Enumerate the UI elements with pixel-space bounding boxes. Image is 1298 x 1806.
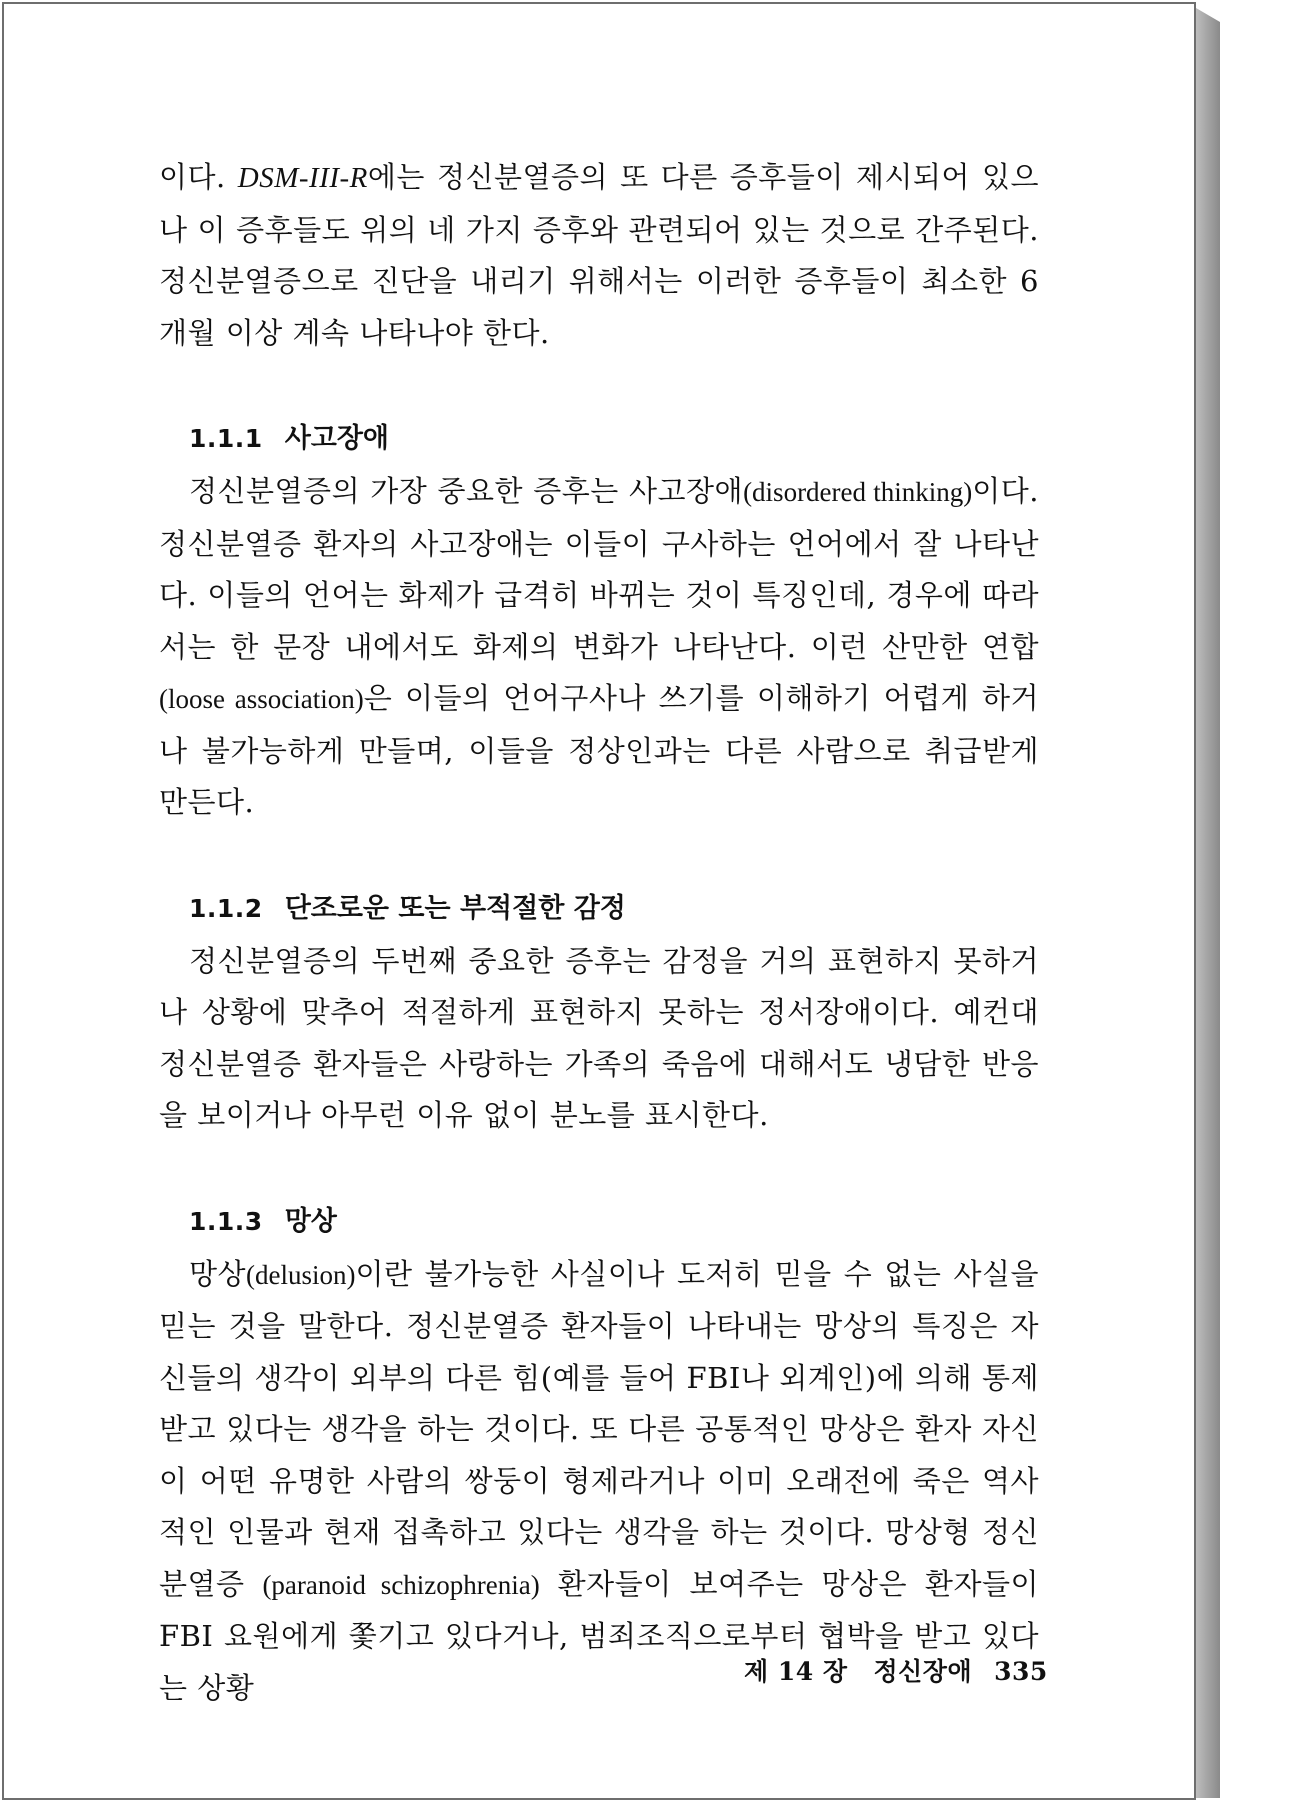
- english-term: (loose association): [159, 684, 364, 714]
- book-page: [2, 2, 1196, 1800]
- section-heading: [189, 884, 1039, 934]
- section-heading: [189, 414, 1039, 464]
- section-number: 1.1.3: [189, 1206, 263, 1236]
- intro-paragraph: [159, 152, 1039, 359]
- section-affect: [159, 884, 1039, 1142]
- page-footer: [744, 1652, 1048, 1688]
- paragraph-text: 이란 불가능한 사실이나 도저히 믿을 수 없는 사실을 믿는 것을 말한다. 정신분열증 환자들이 나타내는 망상의 특징은 자신들의 생각이 외부의 다른 힘(예를 들어 FBI나 외계인)에 의해 통제받고 있다는 생각을 하는 것이다. 또 다른 공통적인 망상은 환자 자신이 어떤 유명한 사람의 쌍둥이 형제라거나 이미 오래전에 죽은 역사적인 인물과 현재 접촉하고 있다는 생각을 하는 것이다. 망상형 정신분열증: [159, 1256, 1039, 1601]
- section-title: 사고장애: [284, 423, 390, 454]
- section-number: 1.1.1: [189, 424, 263, 453]
- paragraph-text: 이다. 정신분열증 환자의 사고장애는 이들이 구사하는 언어에서 잘 나타난다. 이들의 언어는 화제가 급격히 바뀌는 것이 특징인데, 경우에 따라서는 한 문장 내에서도 화제의 변화가 나타난다. 이런 산만한 연합: [159, 474, 1039, 664]
- intro-text-rest: 에는 정신분열증의 또 다른 증후들이 제시되어 있으나 이 증후들도 위의 네 가지 증후와 관련되어 있는 것으로 간주된다. 정신분열증으로 진단을 내리기 위해서는 이러한 증후들이 최소한 6개월 이상 계속 나타나야 한다.: [159, 160, 1039, 350]
- english-term: (paranoid schizophrenia): [262, 1569, 540, 1600]
- paragraph-text: 은 이들의 언어구사나 쓰기를 이해하기 어렵게 하거나 불가능하게 만들며, 이들을 정상인과는 다른 사람으로 취급받게 만든다.: [159, 681, 1039, 819]
- page-edge-shadow: [1196, 8, 1220, 1798]
- section-title: 망상: [284, 1205, 337, 1237]
- english-term: (disordered thinking): [743, 477, 973, 507]
- paragraph-text: 망상: [189, 1256, 247, 1291]
- paragraph-text: 정신분열증의 가장 중요한 증후는 사고장애: [189, 474, 744, 508]
- chapter-label: 제 14 장: [744, 1657, 848, 1686]
- english-term: (delusion): [246, 1259, 356, 1290]
- chapter-title: 정신장애: [873, 1657, 973, 1686]
- page-number: 335: [994, 1657, 1048, 1686]
- intro-text-start: 이다.: [159, 160, 238, 194]
- page-body: [159, 152, 1039, 1714]
- section-delusion: [159, 1197, 1039, 1715]
- section-paragraph: [159, 466, 1039, 829]
- section-thought-disorder: [159, 414, 1039, 829]
- section-title: 단조로운 또는 부적절한 감정: [284, 892, 626, 924]
- section-number: 1.1.2: [189, 893, 263, 923]
- section-paragraph: 정신분열증의 두번째 중요한 증후는 감정을 거의 표현하지 못하거나 상황에 맞추어 적절하게 표현하지 못하는 정서장애이다. 예컨대 정신분열증 환자들은 사랑하는 가족의 죽음에 대해서도 냉담한 반응을 보이거나 아무런 이유 없이 분노를 표시한다.: [159, 943, 1039, 1132]
- dsm-term: DSM-III-R: [237, 162, 368, 194]
- paragraph-text: 환자들이 보여주는 망상은 환자들이 FBI 요원에게 쫓기고 있다거나, 범죄조직으로부터 협박을 받고 있다는 상황: [159, 1566, 1039, 1705]
- section-heading: [189, 1197, 1039, 1247]
- section-paragraph: [159, 1249, 1039, 1715]
